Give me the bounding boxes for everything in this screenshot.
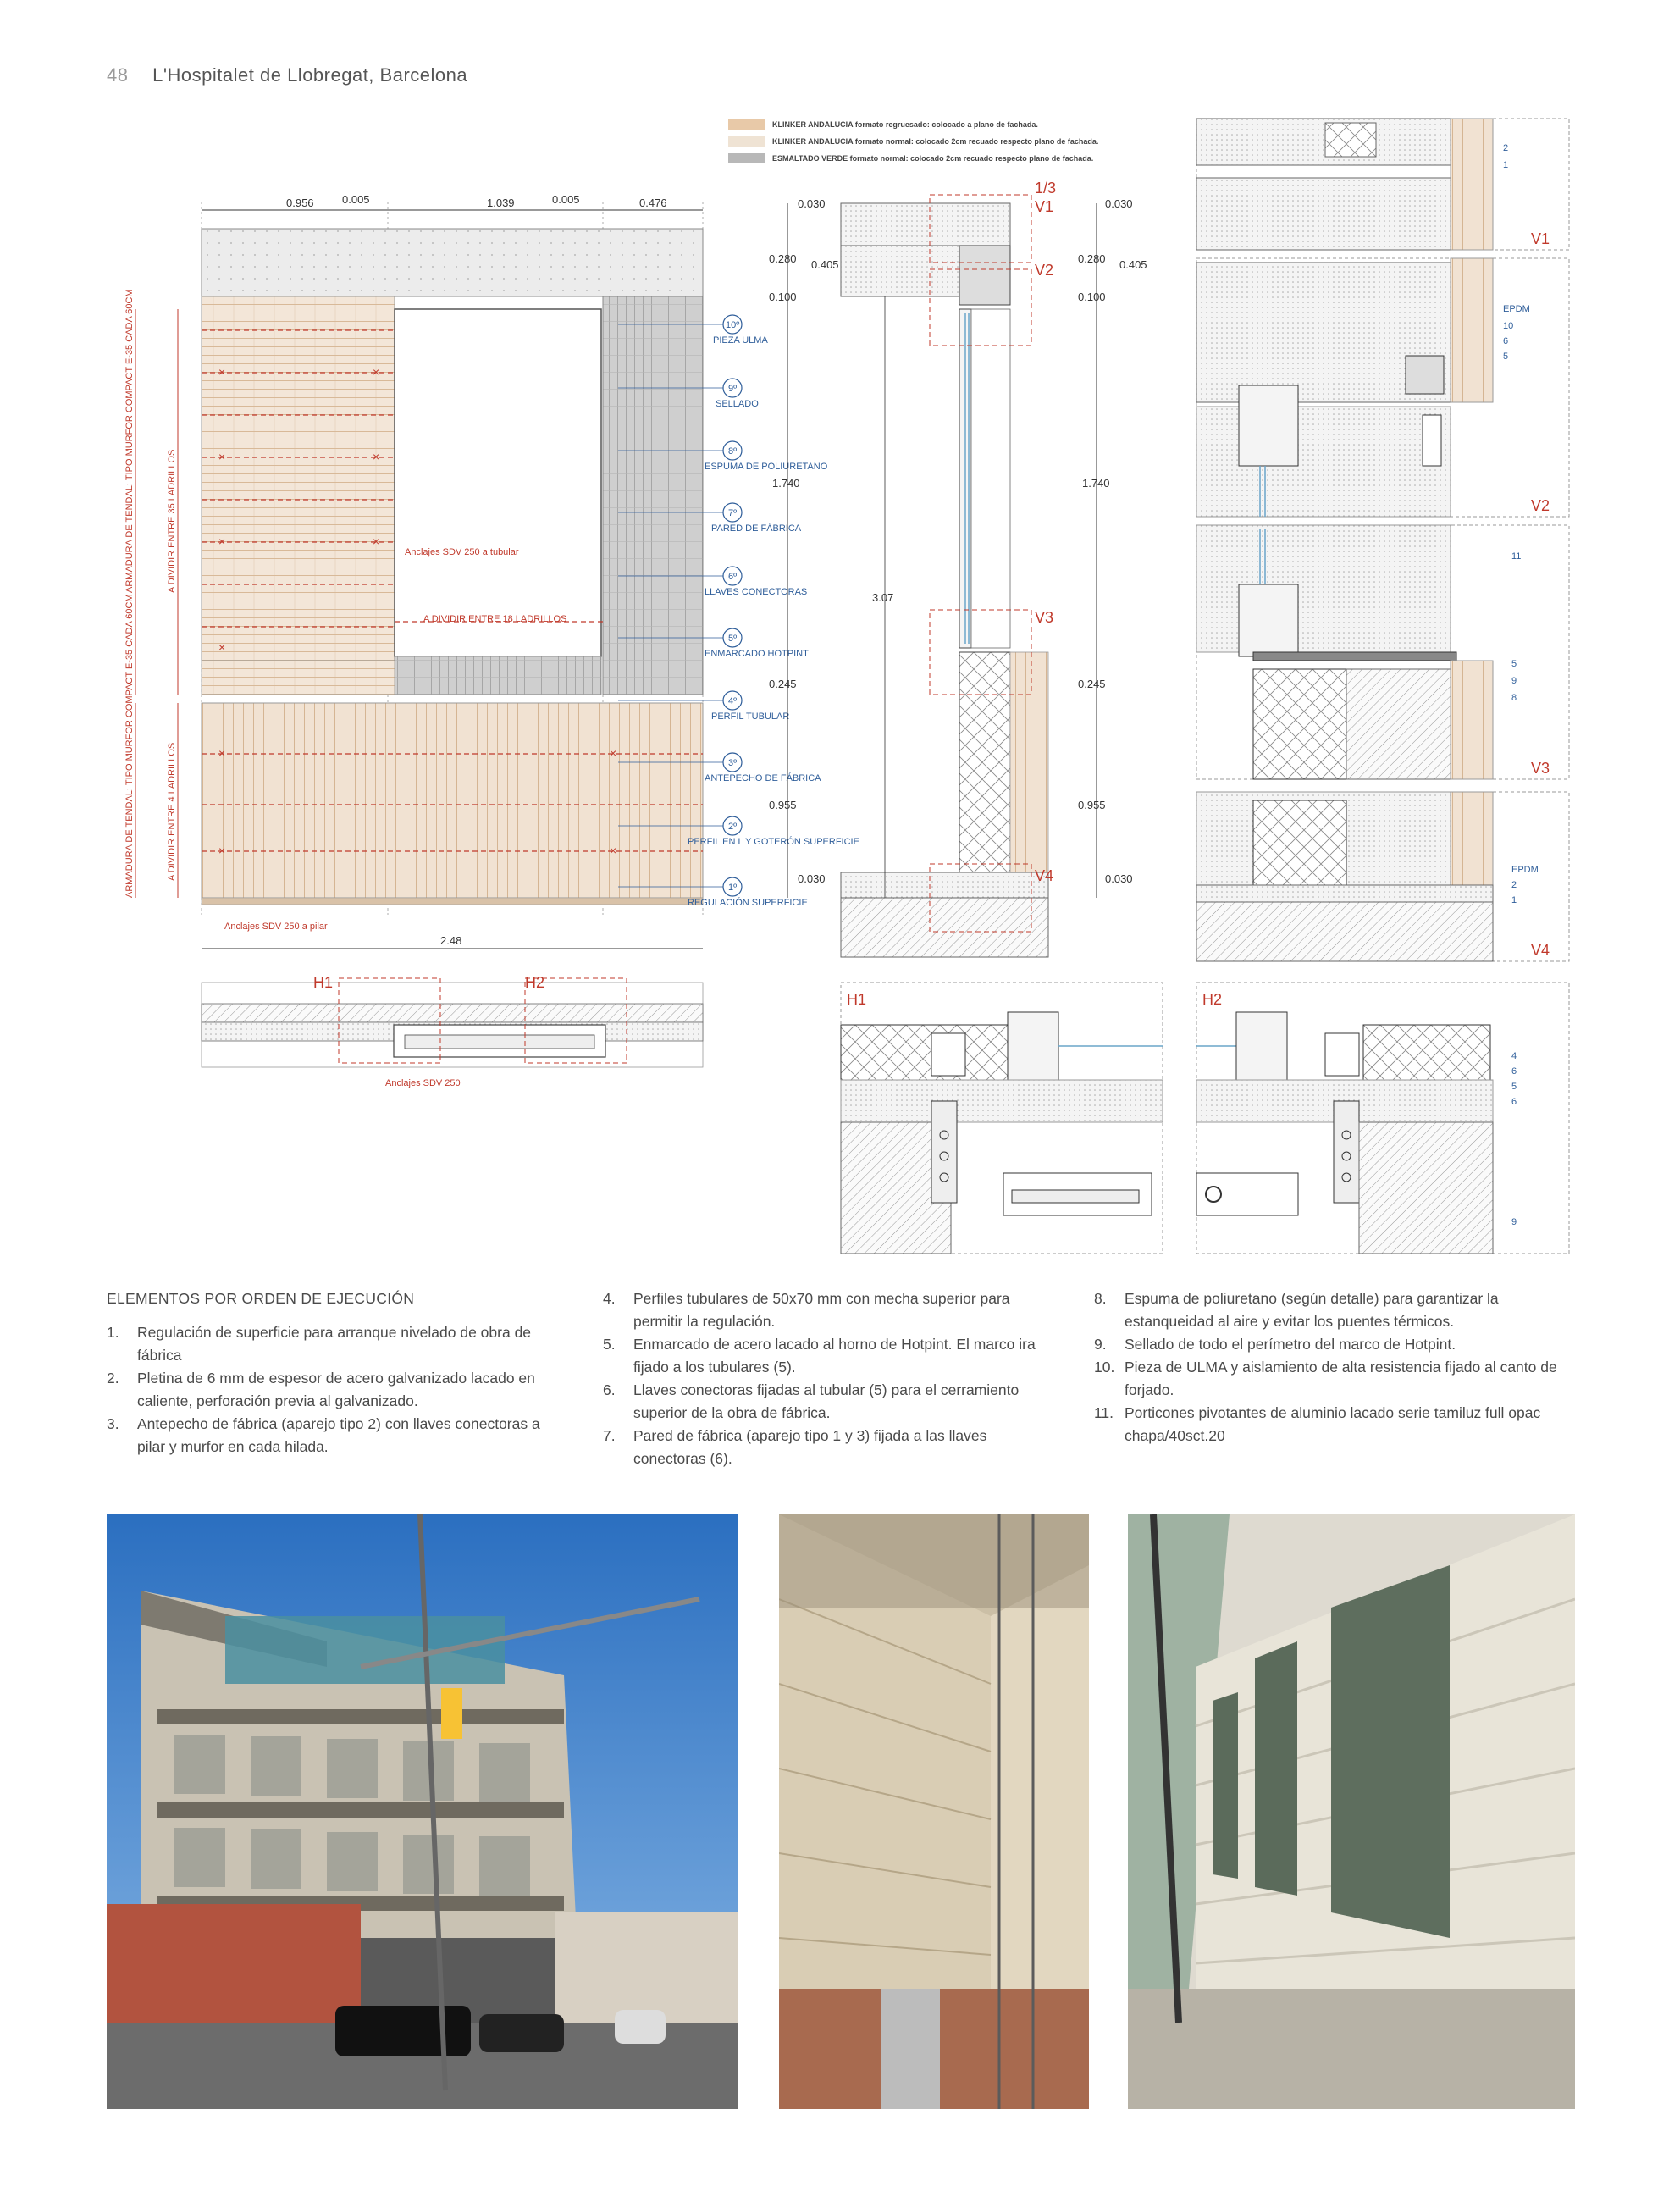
armadura-label: ARMADURA DE TENDAL: TIPO MURFOR COMPACT E-35 CADA 60CM [124, 594, 135, 898]
svg-text:×: × [373, 534, 380, 548]
svg-text:PIEZA ULMA: PIEZA ULMA [713, 335, 768, 346]
detail-label: V2 [1531, 497, 1550, 514]
svg-text:×: × [218, 746, 226, 760]
dim-label: 0.030 [1105, 197, 1133, 210]
step-marker [705, 441, 828, 472]
detail-v2 [1196, 258, 1569, 517]
svg-text:1: 1 [1503, 160, 1509, 170]
anchor-note: A DIVIDIR ENTRE 18 LADRILLOS [423, 614, 567, 624]
element-item: 3. Antepecho de fábrica (aparejo tipo 2) con llaves conectoras a pilar y murfor en cada hilada. [107, 1415, 540, 1455]
facade-elevation [124, 193, 859, 949]
svg-text:×: × [610, 746, 617, 760]
svg-text:8: 8 [1511, 693, 1517, 703]
element-item: 6. Llaves conectoras fijadas al tubular (5) para el cerramiento superior de la obra de fábrica. [603, 1381, 1020, 1421]
detail-tag: H2 [525, 974, 545, 991]
svg-text:×: × [218, 534, 226, 548]
dim-label: 0.030 [798, 197, 826, 210]
elements-column-2 [603, 1287, 1060, 1470]
element-item: 5. Enmarcado de acero lacado al horno de Hotpint. El marco ira fijado a los tubulares (5). [603, 1336, 1036, 1376]
step-marker [713, 315, 768, 346]
element-item: 4. Perfiles tubulares de 50x70 mm con mecha superior para permitir la regulación. [603, 1290, 1010, 1330]
svg-text:×: × [218, 640, 226, 654]
svg-text:5: 5 [1503, 351, 1509, 362]
anchor-note: Anclajes SDV 250 [385, 1078, 461, 1088]
divide-label: A DIVIDIR ENTRE 4 LADRILLOS [167, 742, 177, 881]
svg-text:2: 2 [1503, 143, 1509, 153]
dim-label: 1.740 [1082, 477, 1110, 490]
svg-text:LLAVES CONECTORAS: LLAVES CONECTORAS [705, 587, 808, 597]
armadura-label: ARMADURA DE TENDAL: TIPO MURFOR COMPACT E-35 CADA 60CM [124, 289, 135, 593]
svg-text:PARED DE FÁBRICA: PARED DE FÁBRICA [711, 523, 802, 534]
dim-label: 0.280 [1078, 252, 1106, 265]
detail-h1 [841, 983, 1163, 1254]
section-tag: V2 [1035, 262, 1054, 279]
svg-text:1: 1 [1511, 895, 1517, 905]
svg-text:6: 6 [1511, 1097, 1517, 1107]
detail-label: V1 [1531, 230, 1550, 247]
divide-label: A DIVIDIR ENTRE 35 LADRILLOS [167, 449, 177, 593]
element-item: 11. Porticones pivotantes de aluminio lacado serie tamiluz full opac chapa/40sct.20 [1094, 1404, 1541, 1444]
svg-text:8º: 8º [728, 446, 738, 457]
detail-label: V4 [1531, 942, 1550, 959]
svg-text:ESPUMA DE POLIURETANO: ESPUMA DE POLIURETANO [705, 462, 828, 472]
detail-v4 [1196, 792, 1569, 961]
dim-label: 1.039 [487, 197, 515, 209]
facade-scaffold-detail-photo [779, 1514, 1089, 2109]
svg-text:×: × [373, 365, 380, 379]
dim-label: 0.280 [769, 252, 797, 265]
svg-text:REGULACIÓN SUPERFICIE: REGULACIÓN SUPERFICIE [688, 898, 808, 908]
svg-text:11: 11 [1511, 551, 1522, 562]
element-item: 9. Sellado de todo el perímetro del marco de Hotpint. [1094, 1336, 1456, 1353]
elements-column-1 [107, 1321, 564, 1459]
detail-label: H1 [847, 991, 867, 1008]
svg-text:×: × [218, 365, 226, 379]
svg-text:EPDM: EPDM [1503, 304, 1530, 314]
svg-text:3º: 3º [728, 758, 738, 768]
step-marker [716, 379, 759, 409]
dim-label: 0.030 [1105, 872, 1133, 885]
detail-tag: H1 [313, 974, 334, 991]
svg-text:6: 6 [1511, 1066, 1517, 1077]
facade-green-panels-photo [1128, 1514, 1575, 2109]
detail-v1 [1196, 119, 1569, 250]
dim-label: 0.405 [811, 258, 839, 271]
detail-v3 [1196, 525, 1569, 779]
svg-text:7º: 7º [728, 508, 738, 518]
svg-text:5: 5 [1511, 1082, 1517, 1092]
page-number: 48 [107, 64, 129, 86]
dim-label: 0.476 [639, 197, 667, 209]
legend-text: KLINKER ANDALUCIA formato regruesado: colocado a plano de fachada. [772, 119, 1038, 129]
total-width: 2.48 [440, 934, 462, 947]
detail-label: V3 [1531, 760, 1550, 777]
vertical-section [841, 180, 1147, 957]
step-marker [688, 816, 859, 847]
section-tag: V1 [1035, 198, 1054, 215]
element-item: 2. Pletina de 6 mm de espesor de acero galvanizado lacado en caliente, perforación previa al galvanizado. [107, 1370, 535, 1409]
elements-column-3 [1094, 1287, 1568, 1447]
svg-text:4: 4 [1511, 1051, 1517, 1061]
svg-text:EPDM: EPDM [1511, 865, 1539, 875]
element-item: 10. Pieza de ULMA y aislamiento de alta resistencia fijado al canto de forjado. [1094, 1359, 1557, 1398]
dim-label: 0.955 [1078, 799, 1106, 811]
svg-text:2: 2 [1511, 880, 1517, 890]
svg-text:×: × [218, 844, 226, 857]
dim-label: 0.955 [769, 799, 797, 811]
legend-text: ESMALTADO VERDE formato normal: colocado 2cm recuado respecto plano de fachada. [772, 153, 1094, 163]
section-tag: V3 [1035, 609, 1054, 626]
building-under-construction-photo [107, 1514, 738, 2109]
dim-label: 0.100 [1078, 291, 1106, 303]
element-item: 8. Espuma de poliuretano (según detalle) para garantizar la estanqueidad al aire y evitar los puentes térmicos. [1094, 1290, 1499, 1330]
anchor-note: Anclajes SDV 250 a pilar [224, 922, 328, 932]
detail-label: H2 [1202, 991, 1223, 1008]
section-height: 3.07 [872, 591, 894, 604]
svg-text:SELLADO: SELLADO [716, 399, 759, 409]
svg-text:6: 6 [1503, 336, 1509, 346]
anchor-note: Anclajes SDV 250 a tubular [405, 547, 519, 557]
svg-text:PERFIL TUBULAR: PERFIL TUBULAR [711, 711, 790, 722]
svg-text:ANTEPECHO DE FÁBRICA: ANTEPECHO DE FÁBRICA [705, 773, 821, 783]
plan-section [202, 974, 703, 1088]
legend-text: KLINKER ANDALUCIA formato normal: colocado 2cm recuado respecto plano de fachada. [772, 136, 1099, 146]
step-marker [705, 567, 807, 597]
detail-h2 [1196, 983, 1569, 1254]
step-marker [705, 753, 821, 783]
step-marker [711, 503, 802, 534]
step-marker [688, 877, 808, 908]
svg-text:9: 9 [1511, 1217, 1517, 1227]
svg-text:4º: 4º [728, 696, 738, 706]
dim-label: 0.100 [769, 291, 797, 303]
execution-elements-list [107, 1287, 1580, 1465]
svg-text:1º: 1º [728, 883, 738, 893]
svg-text:5º: 5º [728, 634, 738, 644]
page-title: L'Hospitalet de Llobregat, Barcelona [152, 64, 468, 86]
svg-text:5: 5 [1511, 659, 1517, 669]
svg-text:×: × [373, 450, 380, 463]
dim-label: 0.405 [1119, 258, 1147, 271]
dim-label: 0.005 [342, 193, 370, 206]
section-tag: 1/3 [1035, 180, 1057, 197]
dim-label: 0.030 [798, 872, 826, 885]
dim-label: 0.956 [286, 197, 314, 209]
svg-text:ENMARCADO HOTPINT: ENMARCADO HOTPINT [705, 649, 809, 659]
elements-heading: ELEMENTOS POR ORDEN DE EJECUCIÓN [107, 1290, 415, 1307]
section-tag: V4 [1035, 867, 1054, 884]
dim-label: 0.005 [552, 193, 580, 206]
element-item: 7. Pared de fábrica (aparejo tipo 1 y 3) fijada a las llaves conectoras (6). [603, 1427, 987, 1467]
dim-label: 0.245 [769, 678, 797, 690]
svg-text:PERFIL EN L Y GOTERÓN SUPERFIC: PERFIL EN L Y GOTERÓN SUPERFICIE [688, 837, 859, 847]
step-marker [705, 628, 809, 659]
svg-text:×: × [610, 844, 617, 857]
svg-text:10: 10 [1503, 321, 1514, 331]
element-item: 1. Regulación de superficie para arranque nivelado de obra de fábrica [107, 1324, 532, 1364]
dim-label: 1.740 [772, 477, 800, 490]
dim-label: 0.245 [1078, 678, 1106, 690]
svg-text:9: 9 [1511, 676, 1517, 686]
svg-text:×: × [218, 450, 226, 463]
execution-steps [688, 315, 859, 908]
svg-text:10º: 10º [726, 320, 740, 330]
step-marker [711, 691, 789, 722]
svg-text:2º: 2º [728, 822, 738, 832]
svg-text:9º: 9º [728, 384, 738, 394]
svg-text:6º: 6º [728, 572, 738, 582]
